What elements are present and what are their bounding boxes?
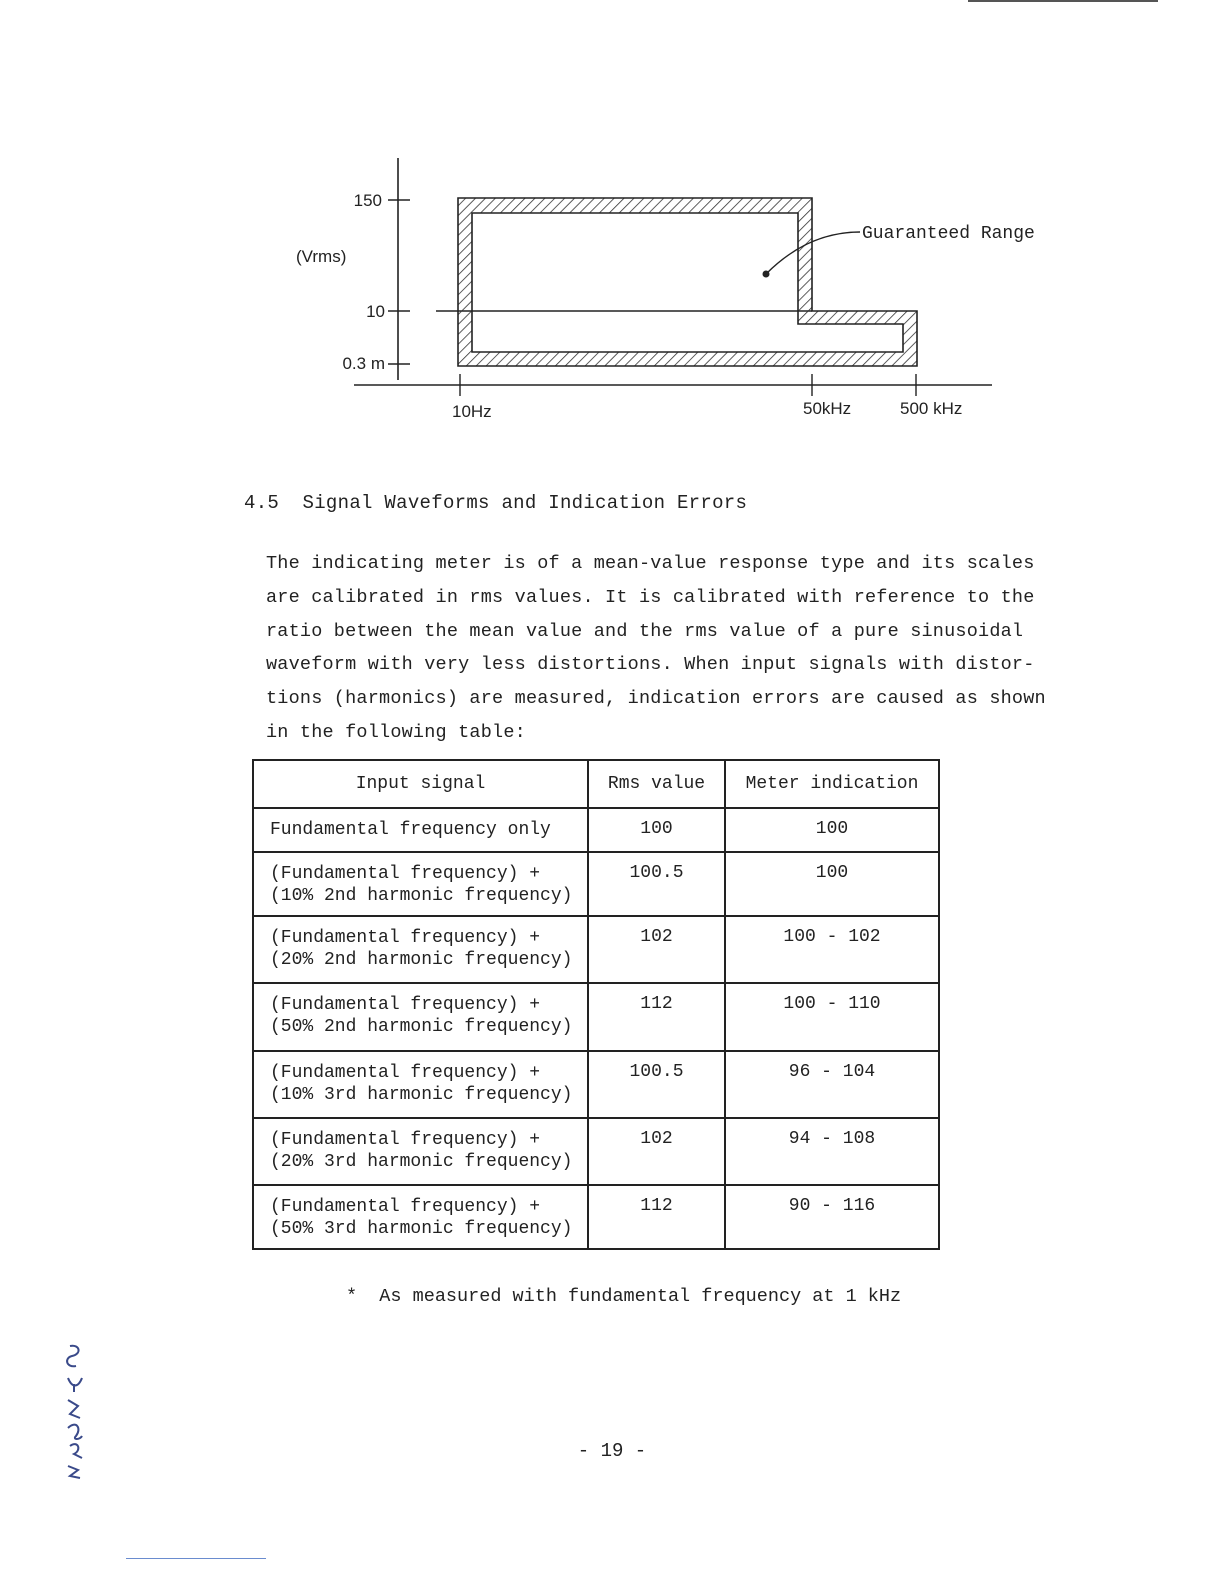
paragraph-line: ratio between the mean value and the rms value of a pure sinusoidal xyxy=(266,620,1024,642)
cell-meter-indication: 100 xyxy=(725,808,939,852)
x-axis xyxy=(354,374,992,396)
cell-rms-value: 100.5 xyxy=(588,1051,725,1118)
y-tick-150: 150 xyxy=(353,191,382,210)
y-axis xyxy=(388,158,410,380)
signal-line: (20% 2nd harmonic frequency) xyxy=(270,950,573,970)
cell-input-signal xyxy=(253,1118,588,1185)
x-tick-500khz: 500 kHz xyxy=(900,399,963,418)
page-number: - 19 - xyxy=(577,1440,647,1462)
cell-input-signal xyxy=(253,1051,588,1118)
cell-input-signal xyxy=(253,808,588,852)
region-label: Guaranteed Range xyxy=(862,224,1035,244)
section-number: 4.5 xyxy=(244,492,280,514)
cell-meter-indication: 100 xyxy=(725,852,939,916)
table-row xyxy=(253,852,939,916)
section-heading xyxy=(244,492,747,514)
paragraph-line: tions (harmonics) are measured, indication errors are caused as shown xyxy=(266,688,1046,710)
signal-line: (20% 3rd harmonic frequency) xyxy=(270,1152,573,1172)
table-row xyxy=(253,983,939,1051)
cell-rms-value: 100.5 xyxy=(588,852,725,916)
signal-line: Fundamental frequency only xyxy=(270,820,551,840)
cell-input-signal xyxy=(253,916,588,983)
region-pointer xyxy=(766,232,860,274)
signal-line: (50% 2nd harmonic frequency) xyxy=(270,1017,573,1037)
cell-rms-value: 112 xyxy=(588,1185,725,1249)
table-row xyxy=(253,1185,939,1249)
signal-line: (Fundamental frequency) + xyxy=(270,995,541,1015)
y-tick-10: 10 xyxy=(366,302,385,321)
signal-line: (Fundamental frequency) + xyxy=(270,1130,541,1150)
paragraph-line: are calibrated in rms values. It is calibrated with reference to the xyxy=(266,586,1035,608)
guaranteed-range-diagram xyxy=(0,0,1224,460)
scan-edge-line xyxy=(126,1558,266,1559)
x-tick-50khz: 50kHz xyxy=(803,399,852,418)
cell-rms-value: 102 xyxy=(588,916,725,983)
cell-meter-indication: 96 - 104 xyxy=(725,1051,939,1118)
paragraph-line: The indicating meter is of a mean-value response type and its scales xyxy=(266,553,1035,574)
section-paragraph xyxy=(266,547,1056,750)
signal-line: (Fundamental frequency) + xyxy=(270,1063,541,1083)
cell-rms-value: 100 xyxy=(588,808,725,852)
signal-line: (Fundamental frequency) + xyxy=(270,1197,541,1217)
table-footnote: * As measured with fundamental frequency at 1 kHz xyxy=(346,1286,902,1307)
y-unit-label: (Vrms) xyxy=(296,247,347,266)
y-tick-0-3m: 0.3 m xyxy=(342,354,385,373)
table-row xyxy=(253,916,939,983)
cell-input-signal xyxy=(253,852,588,916)
section-title: Signal Waveforms and Indication Errors xyxy=(302,492,748,514)
cell-meter-indication: 100 - 110 xyxy=(725,983,939,1051)
cell-meter-indication: 90 - 116 xyxy=(725,1185,939,1249)
header-meter-indication: Meter indication xyxy=(725,760,939,808)
indication-error-table xyxy=(252,759,940,1250)
header-rms-value: Rms value xyxy=(588,760,725,808)
paragraph-line: waveform with very less distortions. When input signals with distor- xyxy=(266,654,1035,676)
cell-input-signal xyxy=(253,1185,588,1249)
signal-line: (10% 2nd harmonic frequency) xyxy=(270,886,573,906)
cell-meter-indication: 94 - 108 xyxy=(725,1118,939,1185)
signal-line: (Fundamental frequency) + xyxy=(270,928,541,948)
paragraph-line: in the following table: xyxy=(266,721,526,743)
cell-rms-value: 102 xyxy=(588,1118,725,1185)
cell-input-signal xyxy=(253,983,588,1051)
pointer-dot xyxy=(763,271,770,278)
signal-line: (50% 3rd harmonic frequency) xyxy=(270,1219,573,1239)
table-row xyxy=(253,808,939,852)
table-header-row xyxy=(253,760,939,808)
signal-line: (10% 3rd harmonic frequency) xyxy=(270,1085,573,1105)
table-row xyxy=(253,1118,939,1185)
guaranteed-range-region xyxy=(458,198,917,366)
table-row xyxy=(253,1051,939,1118)
cell-meter-indication: 100 - 102 xyxy=(725,916,939,983)
x-tick-10hz: 10Hz xyxy=(452,402,492,421)
cell-rms-value: 112 xyxy=(588,983,725,1051)
header-input-signal: Input signal xyxy=(253,760,588,808)
signal-line: (Fundamental frequency) + xyxy=(270,864,541,884)
